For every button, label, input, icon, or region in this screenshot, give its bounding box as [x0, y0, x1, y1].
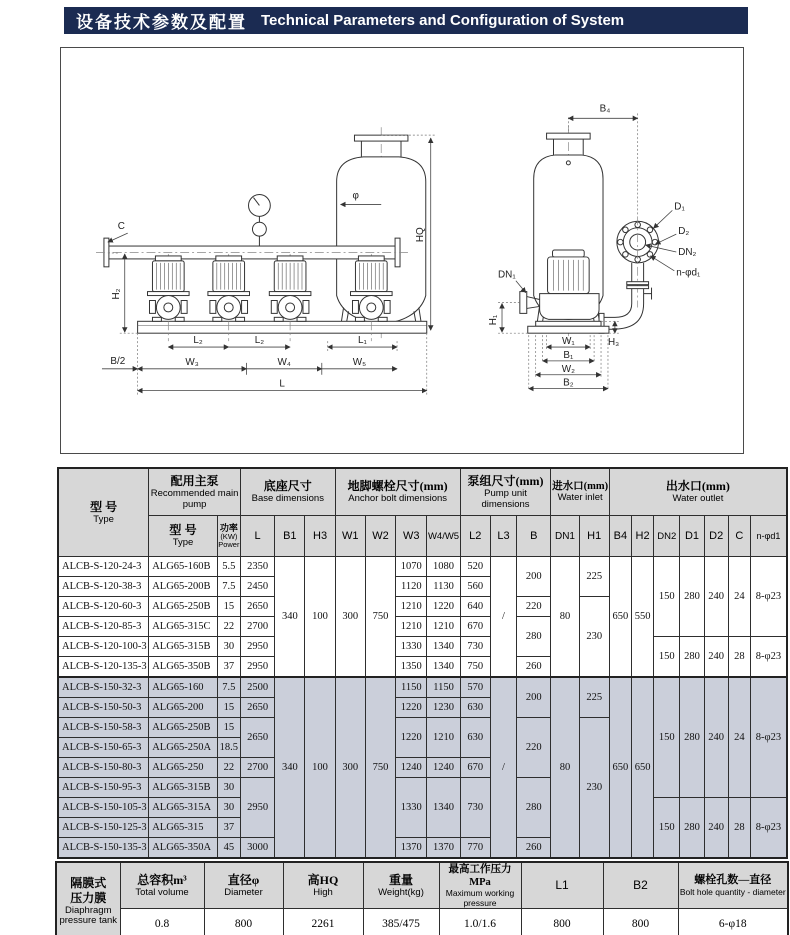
tank-col-header: 重量 Weight(kg) [363, 862, 439, 908]
cell-pump: ALG65-200 [149, 698, 218, 718]
dim-label-h3: H₃ [607, 337, 620, 349]
col-header-power: 功率 (KW) Power [217, 516, 240, 557]
col-header-pump-type: 型 号 Type [149, 516, 218, 557]
cell-type: ALCB-S-150-125-3 [58, 818, 149, 838]
dim-label-hq: HQ [414, 227, 426, 243]
tank-col-header: B2 [603, 862, 678, 908]
cell: 8-φ23 [750, 798, 787, 859]
cell-pump: ALG65-160 [149, 677, 218, 698]
cell-type: ALCB-S-150-58-3 [58, 718, 149, 738]
bottom-dimensions-left-view [102, 333, 427, 394]
cell: 1370 [427, 838, 460, 859]
system-diagram [61, 48, 743, 453]
dim-label-d2: D₂ [678, 226, 690, 238]
cell: / [490, 677, 516, 858]
cell-pump: ALG65-350A [149, 838, 218, 859]
cell: 670 [460, 758, 490, 778]
cell: 1220 [396, 698, 427, 718]
tank-value: 800 [603, 908, 678, 935]
cell: 3000 [240, 838, 274, 859]
cell: 30 [217, 778, 240, 798]
col-group-base-dimensions: 底座尺寸 Base dimensions [240, 468, 335, 516]
dim-label-dn2: DN₂ [678, 246, 697, 258]
cell: 630 [460, 698, 490, 718]
cell: 1070 [396, 557, 427, 577]
cell-type: ALCB-S-150-32-3 [58, 677, 149, 698]
col-header: C [728, 516, 750, 557]
cell: 240 [704, 798, 728, 859]
cell: 2700 [240, 758, 274, 778]
tank-value: 1.0/1.6 [439, 908, 521, 935]
dim-label-n-phi-d1: n-φd₁ [676, 267, 701, 279]
cell: 1210 [396, 617, 427, 637]
cell: 750 [365, 557, 395, 678]
cell: 30 [217, 637, 240, 657]
cell: 730 [460, 778, 490, 838]
cell: 750 [460, 657, 490, 678]
tank-value: 6-φ18 [678, 908, 788, 935]
col-header: L [240, 516, 274, 557]
cell: 15 [217, 698, 240, 718]
cell: 1210 [396, 597, 427, 617]
cell: 1350 [396, 657, 427, 678]
cell: 22 [217, 758, 240, 778]
cell: 570 [460, 677, 490, 698]
cell: 7.5 [217, 577, 240, 597]
tank-value-row [56, 908, 788, 935]
col-header: B1 [275, 516, 305, 557]
cell: 240 [704, 637, 728, 678]
page-title-en: Technical Parameters and Configuration of System [261, 12, 625, 29]
cell-type: ALCB-S-150-135-3 [58, 838, 149, 859]
cell: 230 [579, 718, 609, 859]
dim-label-w1: W₁ [562, 336, 575, 348]
cell: 280 [517, 617, 551, 657]
col-group-anchor-bolt: 地脚螺栓尺寸(mm) Anchor bolt dimensions [335, 468, 460, 516]
right-view [488, 103, 701, 390]
cell: 340 [275, 677, 305, 858]
tank-col-header: 最高工作压力MPa Maximum working pressure [439, 862, 521, 908]
cell: 770 [460, 838, 490, 859]
cell-type: ALCB-S-120-85-3 [58, 617, 149, 637]
tank-value: 0.8 [120, 908, 204, 935]
col-header-type: 型 号 Type [58, 468, 149, 557]
cell: 650 [609, 677, 631, 858]
col-header: B4 [609, 516, 631, 557]
tank-col-header: 直径φ Diameter [204, 862, 283, 908]
cell: 18.5 [217, 738, 240, 758]
cell: 230 [579, 597, 609, 678]
cell: 2650 [240, 597, 274, 617]
tank-value: 800 [521, 908, 603, 935]
cell: 730 [460, 637, 490, 657]
cell: 80 [551, 557, 579, 678]
col-header: W4/W5 [427, 516, 460, 557]
cell: 220 [517, 718, 551, 778]
cell: 2350 [240, 557, 274, 577]
cell: 8-φ23 [750, 677, 787, 798]
cell: 8-φ23 [750, 557, 787, 637]
tank-col-header: 总容积m³ Total volume [120, 862, 204, 908]
cell-type: ALCB-S-150-95-3 [58, 778, 149, 798]
col-header: W2 [365, 516, 395, 557]
tank-col-header: L1 [521, 862, 603, 908]
dim-label-b-half: B/2 [110, 355, 126, 367]
cell: 8-φ23 [750, 637, 787, 678]
cell-pump: ALG65-315B [149, 778, 218, 798]
cell-type: ALCB-S-120-24-3 [58, 557, 149, 577]
cell-type: ALCB-S-150-65-3 [58, 738, 149, 758]
cell-pump: ALG65-250B [149, 718, 218, 738]
cell: 1210 [427, 617, 460, 637]
cell: 650 [609, 557, 631, 678]
cell: 28 [728, 798, 750, 859]
cell: 24 [728, 677, 750, 798]
cell: 260 [517, 838, 551, 859]
cell: 2700 [240, 617, 274, 637]
cell-type: ALCB-S-150-80-3 [58, 758, 149, 778]
parameters-table [57, 467, 788, 859]
table-row [58, 637, 787, 657]
cell-type: ALCB-S-150-50-3 [58, 698, 149, 718]
cell-pump: ALG65-315C [149, 617, 218, 637]
col-header: W3 [396, 516, 427, 557]
cell-pump: ALG65-250B [149, 597, 218, 617]
col-header: D1 [680, 516, 704, 557]
col-header: n-φd1 [750, 516, 787, 557]
dim-label-l: L [279, 378, 285, 390]
cell-pump: ALG65-200B [149, 577, 218, 597]
cell: 280 [680, 637, 704, 678]
table-header-groups [58, 468, 787, 516]
cell-pump: ALG65-315A [149, 798, 218, 818]
cell: 1080 [427, 557, 460, 577]
cell: 2650 [240, 718, 274, 758]
cell: 300 [335, 677, 365, 858]
col-header: L2 [460, 516, 490, 557]
table-row [58, 677, 787, 698]
table-header-columns [58, 516, 787, 557]
cell: 1330 [396, 637, 427, 657]
cell: 200 [517, 557, 551, 597]
cell: 150 [654, 798, 680, 859]
cell-type: ALCB-S-120-38-3 [58, 577, 149, 597]
col-group-water-outlet: 出水口(mm) Water outlet [609, 468, 787, 516]
cell: 1220 [427, 597, 460, 617]
cell: 2950 [240, 637, 274, 657]
page-title-zh: 设备技术参数及配置 [76, 13, 247, 32]
cell: 100 [305, 557, 335, 678]
cell: 650 [632, 677, 654, 858]
cell: 1340 [427, 637, 460, 657]
cell-type: ALCB-S-150-105-3 [58, 798, 149, 818]
dim-label-dn1: DN₁ [498, 269, 516, 281]
pressure-gauge [249, 195, 271, 246]
cell-pump: ALG65-160B [149, 557, 218, 577]
cell: 2950 [240, 657, 274, 678]
cell: / [490, 557, 516, 678]
cell-pump: ALG65-250A [149, 738, 218, 758]
dim-label-w4: W₄ [277, 356, 291, 368]
cell: 1340 [427, 778, 460, 838]
dim-label-w2: W₂ [561, 363, 575, 375]
dim-label-c: C [117, 221, 125, 233]
cell: 24 [728, 557, 750, 637]
cell-type: ALCB-S-120-100-3 [58, 637, 149, 657]
cell: 22 [217, 617, 240, 637]
base-frame [138, 321, 427, 333]
cell: 7.5 [217, 677, 240, 698]
tank-label-cell: 隔膜式 压力膜 Diaphragm pressure tank [56, 862, 120, 935]
cell: 260 [517, 657, 551, 678]
cell: 550 [632, 557, 654, 678]
cell: 28 [728, 637, 750, 678]
cell: 240 [704, 557, 728, 637]
cell: 150 [654, 677, 680, 798]
dim-label-b1: B₁ [563, 349, 574, 361]
cell: 280 [680, 677, 704, 798]
cell: 225 [579, 677, 609, 718]
cell: 300 [335, 557, 365, 678]
dim-label-w5: W₅ [352, 356, 367, 368]
dim-label-l2b: L₂ [254, 335, 265, 347]
col-header: W1 [335, 516, 365, 557]
cell: 150 [654, 637, 680, 678]
col-header: H2 [632, 516, 654, 557]
cell: 1230 [427, 698, 460, 718]
cell: 220 [517, 597, 551, 617]
cell: 280 [517, 778, 551, 838]
cell: 200 [517, 677, 551, 718]
bottom-dimensions-right-view [529, 335, 608, 390]
cell: 1330 [396, 778, 427, 838]
col-group-water-inlet: 进水口(mm) Water inlet [551, 468, 609, 516]
technical-drawing-panel [60, 47, 744, 454]
table-row [58, 557, 787, 577]
cell: 340 [275, 557, 305, 678]
cell: 150 [654, 557, 680, 637]
cell: 1240 [427, 758, 460, 778]
tank-value: 800 [204, 908, 283, 935]
col-header: DN2 [654, 516, 680, 557]
col-header: DN1 [551, 516, 579, 557]
col-header: D2 [704, 516, 728, 557]
cell-pump: ALG65-315 [149, 818, 218, 838]
dim-label-phi: φ [352, 190, 359, 202]
col-group-pump-unit: 泵组尺寸(mm) Pump unit dimensions [460, 468, 551, 516]
dim-label-l1: L₁ [357, 335, 367, 347]
dim-label-l2a: L₂ [193, 335, 203, 347]
cell: 1210 [427, 718, 460, 758]
tank-col-header: 螺栓孔数—直径 Bolt hole quantity - diameter [678, 862, 788, 908]
cell: 1240 [396, 758, 427, 778]
cell: 630 [460, 718, 490, 758]
dim-label-h1: H₁ [488, 314, 500, 326]
pressure-tank-table [55, 861, 789, 935]
col-group-main-pump: 配用主泵 Recommended main pump [149, 468, 241, 516]
dim-label-w3: W₃ [185, 356, 199, 368]
dim-label-b2: B₂ [563, 377, 574, 389]
tank-value: 2261 [283, 908, 363, 935]
dim-label-h2: H₂ [110, 288, 122, 300]
cell: 1220 [396, 718, 427, 758]
cell-type: ALCB-S-120-60-3 [58, 597, 149, 617]
cell: 37 [217, 657, 240, 678]
cell: 30 [217, 798, 240, 818]
cell: 1150 [427, 677, 460, 698]
cell: 1150 [396, 677, 427, 698]
title-bar [64, 7, 748, 34]
cell-pump: ALG65-350B [149, 657, 218, 678]
col-header: H1 [579, 516, 609, 557]
cell: 225 [579, 557, 609, 597]
left-view [96, 127, 435, 394]
col-header: H3 [305, 516, 335, 557]
cell-pump: ALG65-315B [149, 637, 218, 657]
cell-type: ALCB-S-120-135-3 [58, 657, 149, 678]
dim-label-b4: B₄ [599, 103, 611, 115]
cell: 520 [460, 557, 490, 577]
cell-pump: ALG65-250 [149, 758, 218, 778]
cell: 5.5 [217, 557, 240, 577]
cell: 45 [217, 838, 240, 859]
dim-label-d1: D₁ [674, 201, 685, 213]
cell: 1120 [396, 577, 427, 597]
cell: 1130 [427, 577, 460, 597]
cell: 2500 [240, 677, 274, 698]
col-header: L3 [490, 516, 516, 557]
cell: 2450 [240, 577, 274, 597]
col-header: B [517, 516, 551, 557]
cell: 560 [460, 577, 490, 597]
tank-col-header: 高HQ High [283, 862, 363, 908]
cell: 670 [460, 617, 490, 637]
cell: 37 [217, 818, 240, 838]
cell: 1340 [427, 657, 460, 678]
cell: 240 [704, 677, 728, 798]
cell: 2650 [240, 698, 274, 718]
cell: 80 [551, 677, 579, 858]
tank-value: 385/475 [363, 908, 439, 935]
cell: 750 [365, 677, 395, 858]
cell: 15 [217, 718, 240, 738]
cell: 100 [305, 677, 335, 858]
cell: 1370 [396, 838, 427, 859]
cell: 280 [680, 557, 704, 637]
cell: 15 [217, 597, 240, 617]
tank-header-row [56, 862, 788, 908]
cell: 2950 [240, 778, 274, 838]
cell: 280 [680, 798, 704, 859]
cell: 640 [460, 597, 490, 617]
